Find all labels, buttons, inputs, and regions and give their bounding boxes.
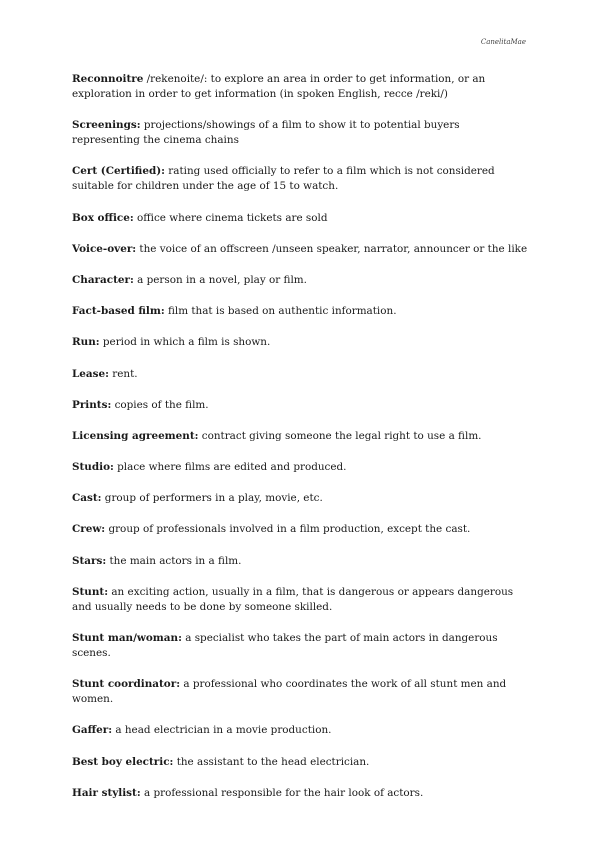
glossary-term: Licensing agreement: [72, 429, 199, 442]
glossary-definition: /rekenoite/: to explore an area in order to get information, or an exploration in order to get information (in spoken English, recce /reki/) [72, 73, 486, 100]
glossary-entry [72, 585, 530, 615]
glossary-entry [72, 304, 530, 319]
glossary-definition: the voice of an offscreen /unseen speaker, narrator, announcer or the like [136, 242, 528, 255]
glossary-entry [72, 677, 530, 707]
glossary-entry [72, 460, 530, 475]
glossary-definition: projections/showings of a film to show it to potential buyers representing the cinema chains [72, 119, 460, 147]
glossary-definition: period in which a film is shown. [99, 336, 271, 349]
glossary-term: Fact-based film: [72, 305, 165, 318]
glossary-entry [72, 398, 530, 413]
glossary-term: Studio: [72, 461, 114, 474]
glossary-definition: group of performers in a play, movie, etc. [101, 492, 323, 505]
glossary-list [72, 72, 530, 817]
glossary-entry [72, 554, 530, 569]
glossary-term: Reconnoitre [72, 73, 144, 85]
glossary-entry [72, 72, 530, 102]
glossary-definition: place where films are edited and produced. [113, 461, 347, 474]
glossary-entry [72, 242, 530, 257]
glossary-entry [72, 273, 530, 288]
glossary-definition: a specialist who takes the part of main actors in dangerous scenes. [72, 632, 498, 659]
glossary-entry [72, 164, 530, 194]
author-header: CanelitaMae [480, 38, 526, 46]
glossary-term: Prints: [72, 398, 112, 411]
glossary-term: Gaffer: [72, 724, 113, 737]
glossary-entry [72, 491, 530, 506]
glossary-term: Screenings: [72, 119, 141, 132]
glossary-entry [72, 335, 530, 350]
glossary-definition: rating used officially to refer to a film which is not considered suitable for children under the age of 15 to watch. [72, 165, 495, 193]
glossary-entry [72, 723, 530, 738]
glossary-term: Hair stylist: [72, 786, 141, 799]
glossary-definition: a person in a novel, play or film. [133, 273, 307, 286]
glossary-definition: the assistant to the head electrician. [173, 755, 370, 768]
glossary-term: Lease: [72, 367, 109, 380]
glossary-definition: rent. [108, 367, 138, 380]
glossary-term: Box office: [72, 211, 134, 224]
glossary-term: Voice-over: [72, 242, 137, 255]
glossary-term: Crew: [72, 523, 106, 536]
glossary-definition: a head electrician in a movie production. [112, 724, 332, 737]
glossary-definition: copies of the film. [111, 398, 209, 411]
glossary-definition: contract giving someone the legal right to use a film. [198, 429, 482, 442]
glossary-entry [72, 522, 530, 537]
glossary-term: Best boy electric: [72, 755, 174, 768]
glossary-definition: a professional responsible for the hair look of actors. [140, 786, 424, 799]
glossary-definition: office where cinema tickets are sold [133, 211, 328, 224]
glossary-entry [72, 786, 530, 801]
glossary-entry [72, 429, 530, 444]
glossary-term: Cast: [72, 492, 102, 505]
glossary-term: Character: [72, 273, 134, 286]
glossary-term: Stunt man/woman: [72, 632, 182, 644]
glossary-entry [72, 755, 530, 770]
glossary-definition: a professional who coordinates the work of all stunt men and women. [72, 678, 507, 706]
glossary-entry [72, 211, 530, 226]
glossary-definition: film that is based on authentic information. [164, 305, 397, 318]
glossary-definition: the main actors in a film. [106, 554, 242, 567]
glossary-entry [72, 118, 530, 148]
glossary-term: Run: [72, 336, 100, 349]
glossary-term: Cert (Certified): [72, 165, 165, 178]
glossary-entry [72, 631, 530, 661]
glossary-entry [72, 367, 530, 382]
glossary-term: Stunt coordinator: [72, 678, 181, 691]
glossary-definition: an exciting action, usually in a film, that is dangerous or appears dangerous and usually needs to be done by someone skilled. [72, 585, 514, 613]
glossary-term: Stars: [72, 554, 107, 567]
glossary-term: Stunt: [72, 585, 109, 598]
glossary-definition: group of professionals involved in a film production, except the cast. [105, 523, 471, 536]
